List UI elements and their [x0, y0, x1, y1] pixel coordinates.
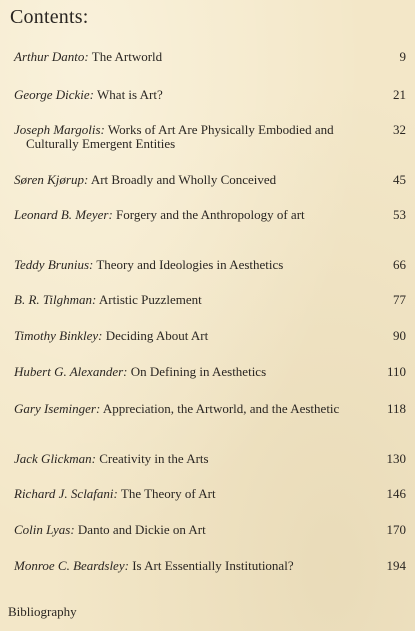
- toc-entry: [14, 208, 406, 222]
- toc-page-number: 118: [386, 401, 406, 416]
- toc-page-number: 32: [393, 122, 406, 137]
- toc-title: Deciding About Art: [105, 328, 209, 343]
- toc-entry: [14, 523, 406, 537]
- toc-author: B. R. Tilghman:: [14, 292, 97, 307]
- toc-title: Theory and Ideologies in Aesthetics: [96, 257, 284, 272]
- toc-entry-text: [14, 559, 356, 573]
- toc-author: Søren Kjørup:: [14, 172, 89, 187]
- toc-page-number: 66: [393, 257, 406, 272]
- toc-author: Leonard B. Meyer:: [14, 207, 113, 222]
- toc-entry: [14, 50, 406, 64]
- toc-entry-text: [14, 365, 356, 379]
- toc-author: Colin Lyas:: [14, 522, 75, 537]
- toc-entry: [14, 173, 406, 187]
- toc-author: Arthur Danto:: [14, 49, 89, 64]
- toc-entry: [14, 88, 406, 102]
- toc-author: Jack Glickman:: [14, 451, 96, 466]
- toc-entry: [14, 329, 406, 343]
- toc-page-number: 77: [393, 292, 406, 307]
- toc-entry-text: [14, 523, 356, 537]
- toc-author: Hubert G. Alexander:: [14, 364, 128, 379]
- toc-author: Timothy Binkley:: [14, 328, 103, 343]
- toc-entry: [14, 559, 406, 573]
- toc-title: The Artworld: [91, 49, 163, 64]
- toc-author: George Dickie:: [14, 87, 95, 102]
- toc-entry-text: [14, 293, 356, 307]
- toc-page-number: 45: [393, 172, 406, 187]
- toc-entry-text: [14, 258, 356, 272]
- toc-page-number: 53: [393, 207, 406, 222]
- toc-title: On Defining in Aesthetics: [130, 364, 267, 379]
- toc-page-number: 90: [393, 328, 406, 343]
- toc-title: Is Art Essentially Institutional?: [132, 558, 294, 573]
- toc-title: Artistic Puzzlement: [98, 292, 202, 307]
- toc-entry: [14, 402, 406, 416]
- toc-entry-text: [14, 123, 356, 151]
- toc-author: Gary Iseminger:: [14, 401, 101, 416]
- toc-entry: [14, 452, 406, 466]
- toc-entry-text: [14, 88, 356, 102]
- toc-author: Richard J. Sclafani:: [14, 486, 118, 501]
- toc-page-number: 110: [386, 364, 406, 379]
- toc-entry: [14, 293, 406, 307]
- toc-title: Forgery and the Anthropology of art: [116, 207, 305, 222]
- toc-page-number: 146: [386, 486, 406, 501]
- toc-entry: [14, 487, 406, 501]
- toc-title: Creativity in the Arts: [99, 451, 209, 466]
- toc-title: Danto and Dickie on Art: [77, 522, 206, 537]
- toc-page-number: 21: [393, 87, 406, 102]
- toc-entry-text: [14, 452, 356, 466]
- toc-title: Works of Art Are Physically Embodied and Culturally Emergent Entities: [26, 122, 334, 151]
- toc-page-number: 170: [386, 522, 406, 537]
- toc-page-number: 9: [399, 49, 406, 64]
- toc-page-number: 130: [386, 451, 406, 466]
- toc-title: The Theory of Art: [120, 486, 216, 501]
- toc-title: Art Broadly and Wholly Conceived: [90, 172, 277, 187]
- toc-author: Joseph Margolis:: [14, 122, 105, 137]
- page-title: Contents:: [10, 6, 89, 28]
- toc-title: Appreciation, the Artworld, and the Aesthetic: [102, 401, 340, 416]
- toc-entry-text: [14, 402, 356, 416]
- bibliography-entry: Bibliography: [8, 604, 77, 619]
- toc-author: Monroe C. Beardsley:: [14, 558, 129, 573]
- toc-entry: [14, 258, 406, 272]
- toc-entry: [14, 123, 406, 151]
- toc-entry-text: [14, 329, 356, 343]
- toc-entry: [14, 365, 406, 379]
- toc-author: Teddy Brunius:: [14, 257, 94, 272]
- toc-entry-text: [14, 487, 356, 501]
- toc-page-number: 194: [386, 558, 406, 573]
- toc-title: What is Art?: [97, 87, 163, 102]
- toc-entry-text: [14, 208, 356, 222]
- toc-entry-text: [14, 173, 356, 187]
- toc-entry-text: [14, 50, 356, 64]
